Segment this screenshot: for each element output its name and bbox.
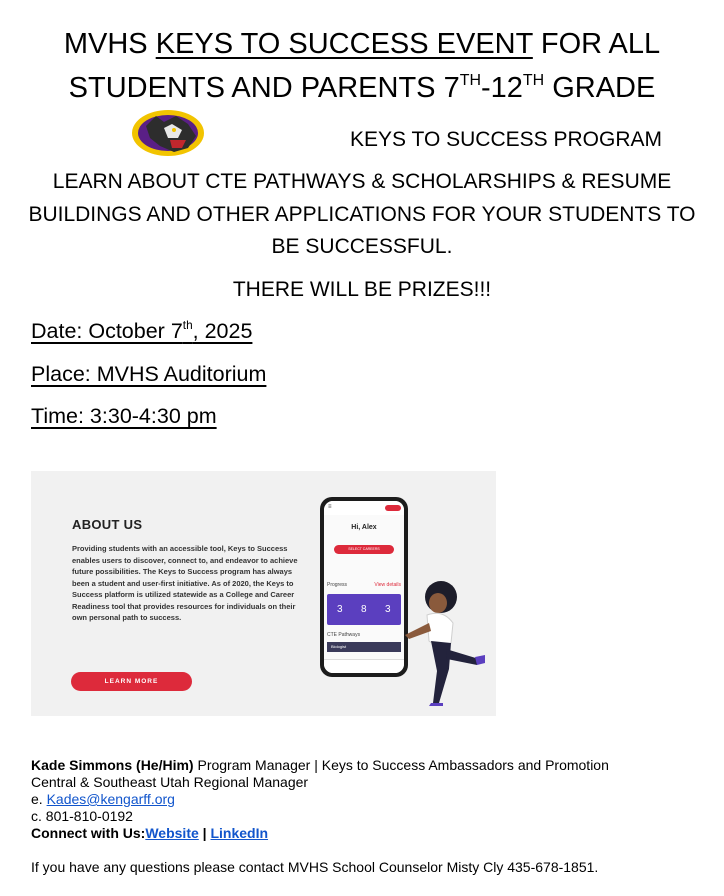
headline-line-1 <box>0 28 724 61</box>
signature-region: Central & Southeast Utah Regional Manager <box>31 774 309 790</box>
event-date-suffix: , 2025 <box>192 319 253 343</box>
phone-topbar <box>324 501 404 515</box>
description-line-2: BUILDINGS AND OTHER APPLICATIONS FOR YOUR STUDENTS TO <box>28 203 696 226</box>
phone-progress-label: Progress <box>327 582 348 588</box>
signature-phone: c. 801-810-0192 <box>31 808 133 824</box>
stat-3: 3 <box>385 604 391 615</box>
headline-sup-2: TH <box>522 72 545 90</box>
headline-sup-1: TH <box>459 72 481 90</box>
headline-underlined: KEYS TO SUCCESS EVENT <box>155 28 533 60</box>
phone-section: CTE Pathways <box>327 632 361 638</box>
topbar-badge <box>385 505 401 511</box>
link-separator: | <box>198 825 211 841</box>
person-illustration <box>391 579 491 707</box>
menu-icon: ≡ <box>328 504 332 510</box>
connect-label: Connect with Us: <box>31 825 146 841</box>
headline-grade-b: -12 <box>480 72 523 104</box>
headline-grade-a: STUDENTS AND PARENTS 7 <box>68 72 460 104</box>
signature-name-line <box>31 757 609 773</box>
phone-greeting: Hi, Alex <box>351 524 377 531</box>
event-time: Time: 3:30-4:30 pm <box>31 404 217 428</box>
headline-grade-c: GRADE <box>544 72 656 104</box>
email-link[interactable]: Kades@kengarff.org <box>46 791 175 807</box>
event-place: Place: MVHS Auditorium <box>31 362 267 386</box>
event-date-prefix: Date: October 7 <box>31 319 183 343</box>
phone-stats-panel <box>327 594 401 625</box>
stat-1: 3 <box>337 604 343 615</box>
about-us-banner <box>31 471 496 716</box>
signature-name: Kade Simmons (He/Him) <box>31 757 194 773</box>
email-label: e. <box>31 791 47 807</box>
signature-email-line <box>31 791 175 807</box>
headline-suffix: FOR ALL <box>532 28 661 60</box>
linkedin-link[interactable]: LinkedIn <box>210 825 269 841</box>
signature-connect-line <box>31 825 268 841</box>
program-title: KEYS TO SUCCESS PROGRAM <box>350 128 662 151</box>
headline-line-2 <box>0 72 724 105</box>
phone-view-details: View details <box>374 582 401 588</box>
footer-note: If you have any questions please contact MVHS School Counselor Misty Cly 435-678-1851. <box>31 859 599 875</box>
headline-prefix: MVHS <box>63 28 156 60</box>
event-date-sup: th <box>182 318 193 333</box>
signature-title: Program Manager | Keys to Success Ambassadors and Promotion <box>193 757 609 773</box>
description-line-3: BE SUCCESSFUL. <box>271 235 453 258</box>
website-link[interactable]: Website <box>145 825 199 841</box>
stat-2: 8 <box>361 604 367 615</box>
phone-item-bar <box>327 642 401 652</box>
description-line-1: LEARN ABOUT CTE PATHWAYS & SCHOLARSHIPS & RESUME <box>52 170 672 193</box>
event-date <box>31 319 252 344</box>
about-heading: ABOUT US <box>72 517 143 532</box>
prizes-text: THERE WILL BE PRIZES!!! <box>232 278 492 301</box>
about-body: Providing students with an accessible tool, Keys to Success enables users to discover, connect to, and endeavor to achieve future possibilities. The Keys to Success program has always been a student and user-first initiative. As of 2020, the Keys to Success platform is utilized statewide as a College and Career Readiness tool that provides resources for individuals on their own personal path to success. <box>72 544 298 622</box>
phone-item: Biologist <box>331 644 347 649</box>
learn-more-button[interactable]: LEARN MORE <box>71 672 192 691</box>
phone-cta-button: SELECT CAREERS <box>334 545 394 554</box>
